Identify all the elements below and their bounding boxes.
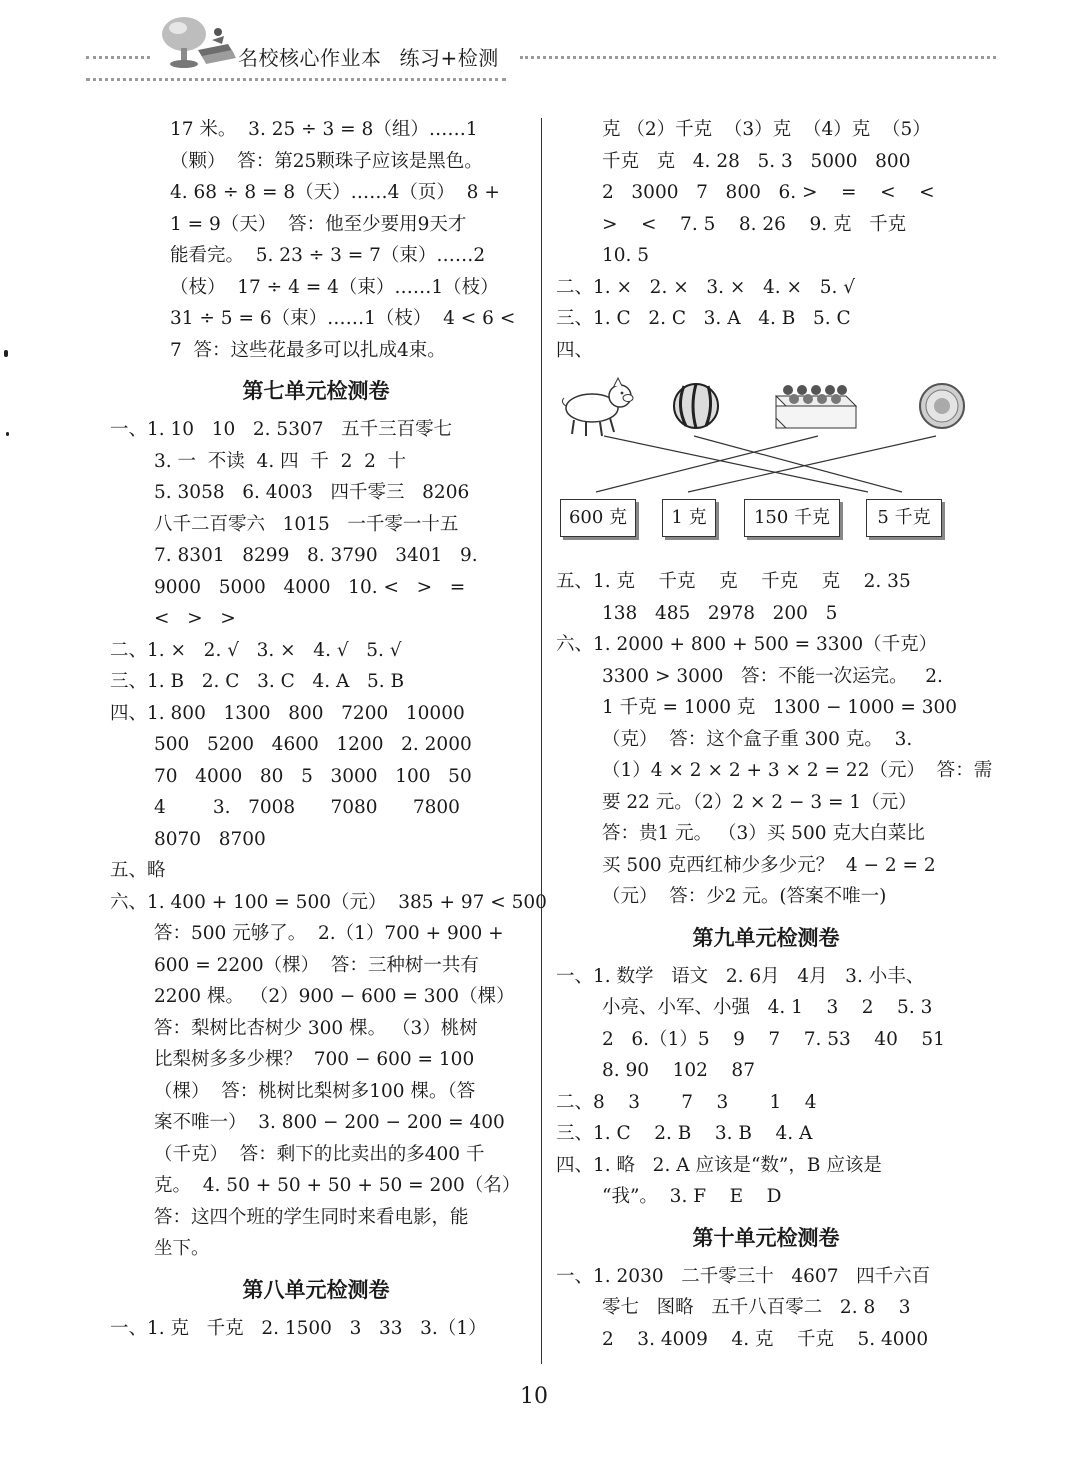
- answer-line: 600 = 2200（棵） 答：三种树一共有: [154, 954, 479, 976]
- answer-line: 10. 5: [602, 245, 650, 266]
- answer-line: 8070 8700: [154, 828, 266, 850]
- answer-line: 要 22 元。（2）2 × 2 − 3 = 1（元）: [602, 791, 917, 813]
- answer-line: 一、1. 2030 二千零三十 4607 四千六百: [556, 1265, 931, 1287]
- page-number: 10: [520, 1384, 548, 1409]
- answer-line: < > >: [154, 608, 236, 629]
- answer-line: （枝） 17 ÷ 4 = 4（束）……1（枝）: [170, 276, 499, 298]
- answer-line: 3300 > 3000 答：不能一次运完。 2.: [602, 665, 943, 687]
- answer-line: 500 5200 4600 1200 2. 2000: [154, 734, 472, 755]
- answer-line: （棵） 答：桃树比梨树多100 棵。（答: [154, 1080, 476, 1102]
- answer-line: 2200 棵。 （2）900 − 600 = 300（棵）: [154, 986, 515, 1007]
- pig-image: [562, 378, 633, 436]
- answer-line: （元） 答：少2 元。(答案不唯一): [602, 886, 887, 907]
- answer-line: 买 500 克西红柿少多少元？ 4 − 2 = 2: [602, 854, 936, 876]
- answer-line: 零七 图略 五千八百零二 2. 8 3: [602, 1297, 911, 1318]
- coin-image: [920, 384, 964, 428]
- answer-line: 31 ÷ 5 = 6（束）……1（枝） 4 < 6 <: [170, 308, 516, 329]
- header-dotted-rule: [86, 56, 150, 59]
- weight-box: 600 克: [560, 499, 636, 537]
- matching-figure: [556, 366, 976, 566]
- answer-line: 5. 3058 6. 4003 四千零三 8206: [154, 482, 470, 503]
- answer-line: 70 4000 80 5 3000 100 50: [154, 765, 472, 787]
- column-divider: [541, 118, 542, 1364]
- answer-line: 能看完。 5. 23 ÷ 3 = 7（束）……2: [170, 245, 486, 266]
- scan-mark: [4, 350, 8, 357]
- right-column: [556, 114, 993, 1355]
- answer-line: 小亮、小军、小强 4. 1 3 2 5. 3: [602, 997, 933, 1018]
- weight-box: 150 千克: [744, 499, 840, 537]
- answer-line: 答：贵1 元。 （3）买 500 克大白菜比: [602, 823, 925, 844]
- answer-line: 4 3. 7008 7080 7800: [154, 797, 460, 818]
- answer-line: 答：500 元够了。 2.（1）700 + 900 +: [154, 923, 504, 944]
- weight-box: 1 克: [662, 499, 716, 537]
- answer-line: （克） 答：这个盒子重 300 克。 3.: [602, 728, 913, 750]
- answer-line: 7 答：这些花最多可以扎成4束。: [170, 339, 446, 361]
- answer-line: 三、1. C 2. C 3. A 4. B 5. C: [556, 308, 851, 329]
- book-name: 名校核心作业本: [238, 46, 382, 70]
- answer-line: 五、略: [110, 860, 166, 881]
- answer-line: 1 = 9（天） 答：他至少要用9天才: [170, 213, 467, 235]
- book-lamp-logo-icon: [148, 10, 240, 72]
- section-heading: 第八单元检测卷: [242, 1277, 390, 1302]
- answer-line: 二、1. × 2. √ 3. × 4. √ 5. √: [110, 639, 402, 661]
- answer-line: 八千二百零六 1015 一千零一十五: [154, 513, 459, 535]
- answer-line: 四、1. 略 2. A 应该是“数”，B 应该是: [556, 1154, 882, 1176]
- answer-line: 千克 克 4. 28 5. 3 5000 800: [602, 150, 911, 172]
- section-heading: 第九单元检测卷: [692, 925, 840, 950]
- answer-line: 坐下。: [154, 1238, 210, 1259]
- answer-line: 7. 8301 8299 8. 3790 3401 9.: [154, 545, 478, 566]
- answer-line: 1 千克 = 1000 克 1300 − 1000 = 300: [602, 697, 958, 718]
- answer-line: 8. 90 102 87: [602, 1060, 755, 1081]
- answer-line: 克 （2）千克 （3）克 （4）克 （5）: [602, 119, 931, 140]
- answer-line: 六、1. 2000 + 800 + 500 = 3300（千克）: [556, 634, 938, 655]
- answer-line: 案不唯一） 3. 800 − 200 − 200 = 400: [154, 1112, 505, 1133]
- right-column-top: [556, 114, 976, 366]
- header-title: [238, 42, 499, 71]
- answer-line: 五、1. 克 千克 克 千克 克 2. 35: [556, 571, 911, 592]
- answer-line: 一、1. 10 10 2. 5307 五千三百零七: [110, 419, 453, 440]
- answer-line: 一、1. 克 千克 2. 1500 3 33 3.（1）: [110, 1317, 487, 1339]
- answer-line: 六、1. 400 + 100 = 500（元） 385 + 97 < 500: [110, 891, 547, 913]
- answer-line: 四、1. 800 1300 800 7200 10000: [110, 702, 465, 724]
- answer-line: 比梨树多多少棵？ 700 − 600 = 100: [154, 1049, 475, 1070]
- egg-tray-image: [776, 385, 856, 428]
- answer-line: 克。 4. 50 + 50 + 50 + 50 = 200（名）: [154, 1175, 521, 1196]
- weight-box: 5 千克: [866, 499, 942, 537]
- answer-line: （颗） 答：第25颗珠子应该是黑色。: [170, 150, 483, 172]
- right-column-bottom: [556, 566, 993, 1355]
- answer-line: 17 米。 3. 25 ÷ 3 = 8（组）……1: [170, 119, 478, 140]
- answer-line: “我”。 3. F E D: [602, 1186, 782, 1207]
- answer-line: （千克） 答：剩下的比卖出的多400 千: [154, 1143, 485, 1165]
- answer-line: 二、1. × 2. × 3. × 4. × 5. √: [556, 276, 856, 298]
- section-heading: 第七单元检测卷: [242, 379, 390, 403]
- scan-mark: [6, 432, 9, 436]
- section-heading: 第十单元检测卷: [692, 1225, 840, 1250]
- answer-line: 答：这四个班的学生同时来看电影，能: [154, 1206, 469, 1228]
- answer-line: 四、: [556, 339, 594, 361]
- book-series: 练习+检测: [399, 46, 499, 70]
- header-dotted-rule: [86, 78, 506, 81]
- answer-line: 4. 68 ÷ 8 = 8（天）……4（页） 8 +: [170, 182, 500, 203]
- answer-line: 二、8 3 7 3 1 4: [556, 1091, 817, 1113]
- left-column: [110, 114, 547, 1344]
- answer-line: 2 3. 4009 4. 克 千克 5. 4000: [602, 1328, 929, 1350]
- answer-line: 三、1. C 2. B 3. B 4. A: [556, 1123, 813, 1144]
- answer-line: 三、1. B 2. C 3. C 4. A 5. B: [110, 671, 405, 692]
- answer-line: 2 6.（1）5 9 7 7. 53 40 51: [602, 1028, 945, 1050]
- match-line: [596, 436, 818, 492]
- answer-line: 9000 5000 4000 10. < > =: [154, 576, 466, 598]
- header-dotted-rule: [520, 56, 996, 59]
- watermelon-image: [674, 384, 718, 428]
- answer-line: 138 485 2978 200 5: [602, 602, 838, 624]
- answer-line: 一、1. 数学 语文 2. 6月 4月 3. 小丰、: [556, 965, 925, 987]
- answer-line: 答：梨树比杏树少 300 棵。 （3）桃树: [154, 1017, 478, 1039]
- answer-line: > < 7. 5 8. 26 9. 克 千克: [602, 213, 907, 235]
- answer-line: 2 3000 7 800 6. > = < <: [602, 182, 935, 203]
- answer-line: 3. 一 不读 4. 四 千 2 2 十: [154, 450, 407, 472]
- match-line: [604, 436, 868, 492]
- answer-line: （1）4 × 2 × 2 + 3 × 2 = 22（元） 答：需: [602, 760, 993, 781]
